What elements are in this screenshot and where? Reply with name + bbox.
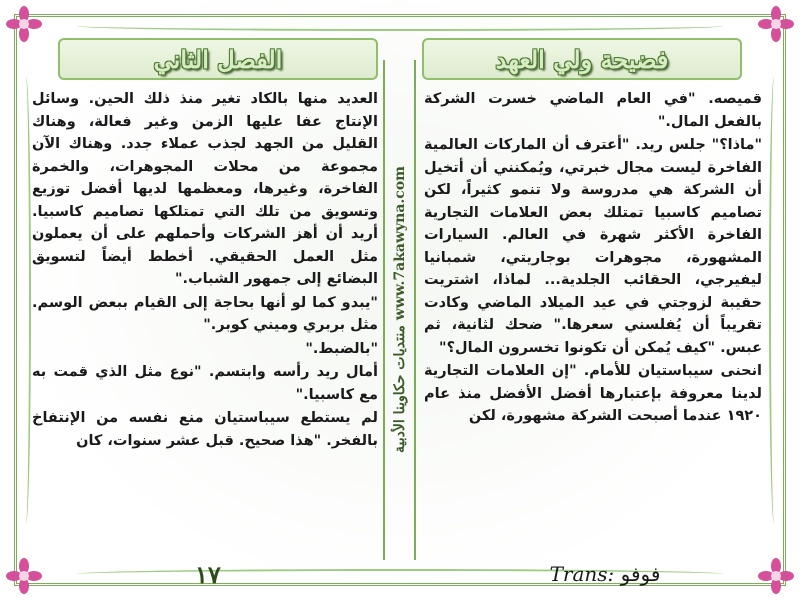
spine-text: منتديات حكاوينا الأدبية www.7akawyna.com [392, 166, 408, 453]
paragraph: "بالضبط." [305, 340, 378, 357]
page-number: ١٧ [195, 560, 221, 589]
paragraph: العديد منها بالكاد تغير منذ ذلك الحين. وسائل الإنتاج عفا عليها الزمن وغير فعالة، وهناك القليل من الجهد لجذب عملاء جدد. وهناك الآن مجموعة من محلات المجوهرات، والخمرة الفاخرة، وغيرها، ومعظمها لديها أفضل توزيع وتسويق من تلك التي تمتلكها تصاميم كاسبيا. أريد أن أهز الشركات وأحملهم على أن يعملون مثل العمل الحقيقي. أخطط أيضاً لتسويق البضائع إلى جمهور الشباب." [32, 91, 378, 287]
pink-flower-icon [4, 4, 44, 44]
paragraph: لم يستطع سيباستيان منع نفسه من الإنتفاخ بالفخر. "هذا صحيح. قبل عشر سنوات، كان [32, 410, 378, 449]
vine-border-ornament [21, 77, 31, 523]
vine-border-ornament [77, 21, 723, 31]
spine-watermark [385, 62, 415, 557]
right-text-column [424, 88, 762, 553]
pink-flower-icon [4, 556, 44, 596]
translator-credit [470, 562, 740, 586]
chapter-title: الفصل الثاني [153, 44, 283, 74]
vine-border-ornament [769, 77, 779, 523]
credit-label: Trans: [549, 562, 615, 586]
paragraph: انحنى سيباستيان للأمام. "إن العلامات التجارية لدينا معروفة بإعتبارها أفضل الأفضل منذ عام ١٩٢٠ عندما أصبحت الشركة مشهورة، لكن [424, 363, 762, 424]
paragraph: قميصه. "في العام الماضي خسرت الشركة بالفعل المال." [424, 91, 762, 130]
paragraph: أمال ريد رأسه وابتسم. "نوع مثل الذي قمت به مع كاسبيا." [32, 364, 378, 403]
paragraph: "يبدو كما لو أنها بحاجة إلى القيام ببعض الوسم. مثل بربري وميني كوبر." [32, 294, 378, 333]
chapter-title-banner [58, 38, 378, 80]
pink-flower-icon [756, 4, 796, 44]
book-title: فضيحة ولي العهد [495, 44, 669, 74]
pink-flower-icon [756, 556, 796, 596]
paragraph: "ماذا؟" جلس ريد. "أعترف أن الماركات العالمية الفاخرة ليست مجال خبرتي، ويُمكنني أن أتخيل أن الشركة هي مدروسة ولا تنمو كثيراً، لكن تصاميم كاسبيا تمتلك بعض العلامات التجارية الفاخرة الأكثر شهرة في العالم. السيارات المشهورة، مجوهرات بوجاريتي، شمبانيا ليفيرجي، الحقائب الجلدية... لماذا، اشتريت حقيبة لزوجتي في عيد الميلاد الماضي وكادت تقريباً أن يُفلسني سعرها." ضحك لثانية، ثم عبس. "كيف يُمكن أن تكونوا تخسرون المال؟" [424, 137, 762, 356]
book-title-banner [422, 38, 742, 80]
left-text-column [32, 88, 378, 553]
translator-name: فوفو [620, 562, 661, 586]
